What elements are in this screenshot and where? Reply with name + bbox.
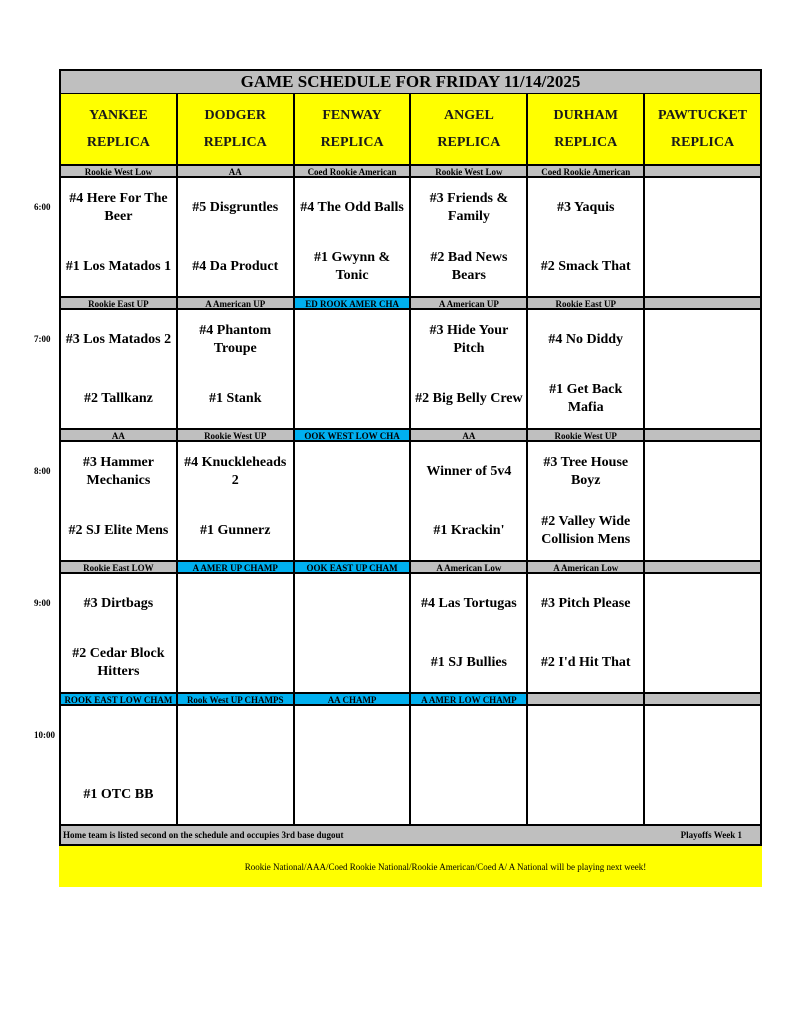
field-sub: REPLICA bbox=[671, 135, 735, 150]
field-sub: REPLICA bbox=[86, 135, 150, 150]
field-name: PAWTUCKET bbox=[657, 108, 748, 123]
division-label bbox=[645, 430, 760, 440]
away-team bbox=[178, 706, 293, 765]
division-row bbox=[59, 560, 762, 574]
game-row bbox=[34, 706, 762, 824]
footer-row bbox=[59, 824, 762, 846]
away-team bbox=[645, 574, 760, 633]
game-cell bbox=[645, 706, 760, 824]
game-cell bbox=[178, 178, 295, 296]
field-pawtucket bbox=[645, 94, 760, 164]
game-cell bbox=[295, 310, 412, 428]
field-name: YANKEE bbox=[89, 108, 148, 123]
away-team bbox=[295, 310, 410, 369]
home-team-note: Home team is listed second on the schedule and occupies 3rd base dugout bbox=[63, 830, 344, 840]
away-team: #3 Friends & Family bbox=[429, 190, 509, 224]
division-label: Rookie West UP bbox=[178, 430, 295, 440]
division-label bbox=[645, 298, 760, 308]
game-cell bbox=[295, 178, 412, 296]
next-week-notice: Rookie National/AAA/Coed Rookie National/Rookie American/Coed A/ A National will be playing next week! bbox=[59, 846, 762, 887]
home-team: #2 Big Belly Crew bbox=[415, 390, 523, 406]
division-label: AA bbox=[411, 430, 528, 440]
division-label: A American Low bbox=[528, 562, 645, 572]
home-team: #1 Get Back Mafia bbox=[549, 381, 623, 415]
field-sub: REPLICA bbox=[554, 135, 618, 150]
home-team: #2 Valley Wide Collision Mens bbox=[541, 513, 631, 547]
away-team bbox=[645, 310, 760, 369]
time-label: 6:00 bbox=[34, 202, 51, 212]
game-cell bbox=[528, 442, 645, 560]
division-label: Rookie East UP bbox=[61, 298, 178, 308]
division-label bbox=[645, 562, 760, 572]
game-cell bbox=[61, 574, 178, 692]
field-name: ANGEL bbox=[444, 108, 494, 123]
game-cell bbox=[61, 178, 178, 296]
division-label: A American UP bbox=[178, 298, 295, 308]
time-label: 9:00 bbox=[34, 598, 51, 608]
field-fenway bbox=[295, 94, 412, 164]
game-cell bbox=[528, 310, 645, 428]
division-label: AA bbox=[178, 166, 295, 176]
division-row bbox=[59, 428, 762, 442]
division-label: Coed Rookie American bbox=[295, 166, 412, 176]
game-cell bbox=[411, 442, 528, 560]
division-label bbox=[645, 166, 760, 176]
division-label: Rookie East UP bbox=[528, 298, 645, 308]
game-cell bbox=[295, 442, 412, 560]
away-team: #3 Tree House Boyz bbox=[543, 454, 629, 488]
game-cell bbox=[411, 178, 528, 296]
game-cell bbox=[528, 574, 645, 692]
home-team: #1 Stank bbox=[208, 390, 262, 406]
home-team bbox=[645, 765, 760, 824]
game-cell bbox=[645, 178, 760, 296]
game-cell bbox=[645, 442, 760, 560]
division-label: Coed Rookie American bbox=[528, 166, 645, 176]
away-team: #3 Dirtbags bbox=[83, 595, 154, 611]
home-team: #1 Los Matados 1 bbox=[65, 258, 172, 274]
home-team: #1 Krackin' bbox=[433, 522, 505, 538]
game-row bbox=[34, 574, 762, 692]
home-team: #2 Smack That bbox=[540, 258, 631, 274]
division-label: Rookie East LOW bbox=[61, 562, 178, 572]
away-team: #3 Los Matados 2 bbox=[65, 331, 172, 347]
schedule-title: GAME SCHEDULE FOR FRIDAY 11/14/2025 bbox=[59, 69, 762, 94]
away-team: #4 Las Tortugas bbox=[421, 595, 517, 611]
away-team bbox=[645, 706, 760, 765]
home-team bbox=[178, 633, 293, 692]
game-cell bbox=[411, 574, 528, 692]
division-row bbox=[59, 692, 762, 706]
division-row bbox=[59, 164, 762, 178]
home-team bbox=[528, 765, 643, 824]
game-cell bbox=[178, 442, 295, 560]
home-team: #2 Cedar Block Hitters bbox=[72, 645, 165, 679]
away-team: #3 Yaquis bbox=[557, 199, 615, 215]
division-label: A AMER LOW CHAMP bbox=[411, 694, 528, 704]
away-team: #4 Phantom Troupe bbox=[199, 322, 272, 356]
field-name: DURHAM bbox=[553, 108, 618, 123]
away-team: #4 No Diddy bbox=[548, 331, 624, 347]
division-label: ROOK EAST LOW CHAM bbox=[61, 694, 178, 704]
home-team bbox=[295, 633, 410, 692]
game-cell bbox=[178, 574, 295, 692]
home-team bbox=[178, 765, 293, 824]
field-angel bbox=[411, 94, 528, 164]
game-cell bbox=[645, 310, 760, 428]
division-label: ED ROOK AMER CHA bbox=[295, 298, 412, 308]
away-team bbox=[295, 706, 410, 765]
home-team bbox=[645, 501, 760, 560]
home-team: #1 Gunnerz bbox=[200, 522, 271, 538]
home-team: #1 OTC BB bbox=[83, 786, 154, 802]
away-team bbox=[645, 178, 760, 237]
away-team bbox=[528, 706, 643, 765]
away-team bbox=[411, 706, 526, 765]
home-team bbox=[645, 369, 760, 428]
division-label bbox=[528, 694, 645, 704]
field-sub: REPLICA bbox=[320, 135, 384, 150]
game-row bbox=[34, 178, 762, 296]
time-slots bbox=[34, 164, 762, 824]
game-cell bbox=[528, 178, 645, 296]
field-yankee bbox=[61, 94, 178, 164]
game-cell bbox=[645, 574, 760, 692]
game-cell bbox=[178, 310, 295, 428]
home-team bbox=[645, 633, 760, 692]
away-team bbox=[61, 706, 176, 765]
game-cell bbox=[528, 706, 645, 824]
home-team: #2 Tallkanz bbox=[83, 390, 153, 406]
game-cell bbox=[178, 706, 295, 824]
away-team: #4 Here For The Beer bbox=[69, 190, 168, 224]
field-header-row bbox=[59, 94, 762, 164]
away-team: #3 Pitch Please bbox=[541, 595, 631, 611]
away-team: #5 Disgruntles bbox=[192, 199, 279, 215]
time-label: 10:00 bbox=[34, 730, 55, 740]
home-team bbox=[645, 237, 760, 296]
away-team bbox=[295, 442, 410, 501]
away-team bbox=[178, 574, 293, 633]
division-label: Rookie West Low bbox=[61, 166, 178, 176]
division-label: A American UP bbox=[411, 298, 528, 308]
schedule-sheet bbox=[34, 69, 762, 887]
game-cell bbox=[411, 310, 528, 428]
division-label: Rookie West Low bbox=[411, 166, 528, 176]
home-team: #2 SJ Elite Mens bbox=[68, 522, 169, 538]
home-team: #2 I'd Hit That bbox=[540, 654, 631, 670]
game-cell bbox=[61, 442, 178, 560]
away-team: #4 Knuckleheads 2 bbox=[184, 454, 287, 488]
field-sub: REPLICA bbox=[437, 135, 501, 150]
division-label: AA bbox=[61, 430, 178, 440]
game-cell bbox=[411, 706, 528, 824]
field-name: FENWAY bbox=[322, 108, 382, 123]
home-team bbox=[295, 501, 410, 560]
division-label bbox=[645, 694, 760, 704]
away-team bbox=[295, 574, 410, 633]
game-cell bbox=[295, 574, 412, 692]
home-team: #4 Da Product bbox=[192, 258, 279, 274]
field-name: DODGER bbox=[204, 108, 266, 123]
away-team: #4 The Odd Balls bbox=[300, 199, 404, 215]
field-dodger bbox=[178, 94, 295, 164]
home-team bbox=[295, 369, 410, 428]
home-team: #1 Gwynn & Tonic bbox=[313, 249, 391, 283]
game-cell bbox=[295, 706, 412, 824]
home-team bbox=[295, 765, 410, 824]
game-row bbox=[34, 310, 762, 428]
field-durham bbox=[528, 94, 645, 164]
game-cell bbox=[61, 310, 178, 428]
away-team: Winner of 5v4 bbox=[426, 463, 512, 479]
away-team: #3 Hammer Mechanics bbox=[82, 454, 154, 488]
division-row bbox=[59, 296, 762, 310]
game-row bbox=[34, 442, 762, 560]
division-label: Rookie West UP bbox=[528, 430, 645, 440]
home-team: #2 Bad News Bears bbox=[430, 249, 508, 283]
time-label: 7:00 bbox=[34, 334, 51, 344]
division-label: AA CHAMP bbox=[295, 694, 412, 704]
division-label: A American Low bbox=[411, 562, 528, 572]
away-team: #3 Hide Your Pitch bbox=[429, 322, 509, 356]
field-sub: REPLICA bbox=[203, 135, 267, 150]
time-label: 8:00 bbox=[34, 466, 51, 476]
home-team bbox=[411, 765, 526, 824]
week-label: Playoffs Week 1 bbox=[680, 830, 742, 840]
game-cell bbox=[61, 706, 178, 824]
division-label: A AMER UP CHAMP bbox=[178, 562, 295, 572]
division-label: OOK EAST UP CHAM bbox=[295, 562, 412, 572]
away-team bbox=[645, 442, 760, 501]
division-label: OOK WEST LOW CHA bbox=[295, 430, 412, 440]
home-team: #1 SJ Bullies bbox=[430, 654, 508, 670]
division-label: Rook West UP CHAMPS bbox=[178, 694, 295, 704]
